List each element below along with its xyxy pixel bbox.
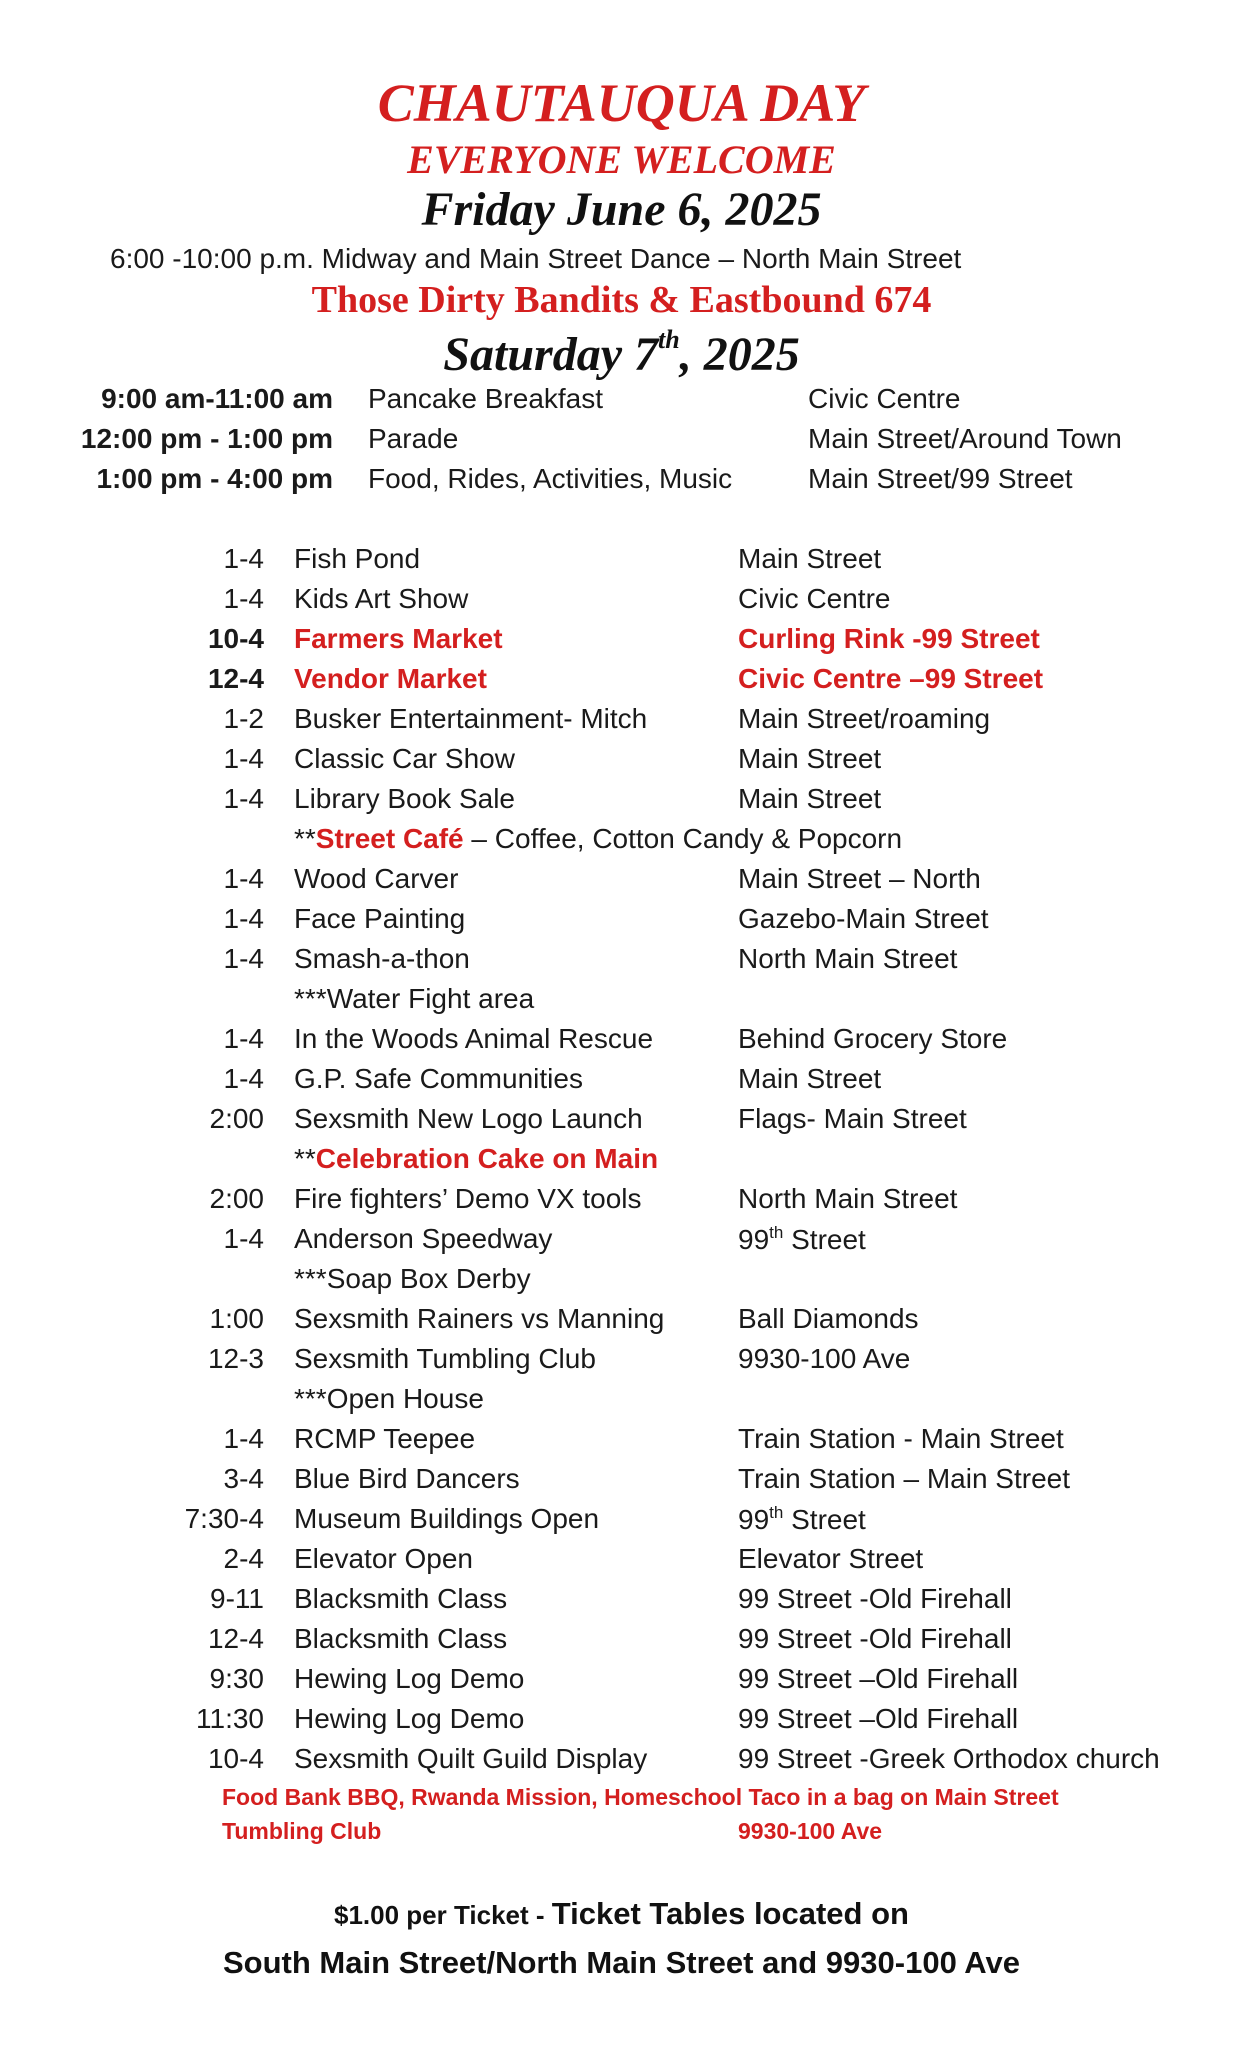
ticket-tables: Ticket Tables located on: [551, 1896, 909, 1931]
activity-name: Vendor Market: [294, 663, 487, 694]
activity-time: 1-2: [223, 703, 264, 734]
activity-time: 2:00: [209, 1103, 264, 1134]
activity-row: [0, 1423, 1243, 1463]
activity-location: [738, 1223, 866, 1256]
activity-location: North Main Street: [738, 1183, 958, 1214]
activity-location: North Main Street: [738, 943, 958, 974]
activity-location: 9930-100 Ave: [738, 1343, 911, 1374]
activity-time: 9:30: [209, 1663, 264, 1694]
activity-location: Main Street: [738, 1063, 882, 1094]
activity-row: [0, 863, 1243, 903]
activity-time: 3-4: [223, 1463, 264, 1494]
activity-time: 2-4: [223, 1543, 264, 1574]
open-house-note: ***Open House: [294, 1383, 484, 1414]
activity-row: [0, 1103, 1243, 1143]
activity-location: Ball Diamonds: [738, 1303, 919, 1334]
note-highlight: Street Café: [315, 823, 464, 854]
activity-name: Blue Bird Dancers: [294, 1463, 520, 1494]
activity-location: Civic Centre: [738, 583, 891, 614]
note-highlight: Celebration Cake on Main: [315, 1143, 659, 1174]
friday-event-line: 6:00 -10:00 p.m. Midway and Main Street Dance – North Main Street: [110, 243, 962, 274]
activity-location: Main Street: [738, 543, 882, 574]
activity-location: 99 Street –Old Firehall: [738, 1663, 1019, 1694]
activity-name: Fish Pond: [294, 543, 421, 574]
activity-location: Civic Centre –99 Street: [738, 663, 1044, 694]
schedule-time: 1:00 pm - 4:00 pm: [96, 463, 333, 494]
saturday-heading-main: Saturday 7: [443, 328, 659, 381]
activity-name: Sexsmith Rainers vs Manning: [294, 1303, 665, 1334]
food-bank-line: Food Bank BBQ, Rwanda Mission, Homeschool Taco in a bag on Main Street: [222, 1784, 1059, 1810]
activity-name: Blacksmith Class: [294, 1623, 508, 1654]
activity-time: 1-4: [223, 903, 264, 934]
schedule-event: Parade: [368, 423, 459, 454]
activity-location: Curling Rink -99 Street: [738, 623, 1040, 654]
schedule-row: [0, 383, 1243, 423]
activity-name: Hewing Log Demo: [294, 1703, 525, 1734]
activity-name: Sexsmith Quilt Guild Display: [294, 1743, 648, 1774]
activity-name: Farmers Market: [294, 623, 503, 654]
friday-heading: Friday June 6, 2025: [421, 183, 822, 236]
street-cafe-note: [294, 823, 902, 855]
soap-box-note: ***Soap Box Derby: [294, 1263, 531, 1294]
saturday-heading-year: , 2025: [679, 328, 800, 381]
location-rest: Street: [783, 1224, 866, 1255]
activity-name: Hewing Log Demo: [294, 1663, 525, 1694]
celebration-cake-note: [294, 1143, 658, 1175]
activity-row: [0, 1303, 1243, 1343]
ticket-price: $1.00 per Ticket: [334, 1900, 529, 1930]
location-number: 99: [738, 1504, 770, 1535]
water-fight-note: ***Water Fight area: [294, 983, 535, 1014]
activity-time: 11:30: [196, 1703, 264, 1734]
location-sup: th: [769, 1223, 784, 1242]
schedule-time: 9:00 am-11:00 am: [101, 383, 333, 414]
activity-name: Busker Entertainment- Mitch: [294, 703, 648, 734]
activity-name: RCMP Teepee: [294, 1423, 476, 1454]
note-text: – Coffee, Cotton Candy & Popcorn: [463, 823, 903, 854]
saturday-heading: [0, 325, 1243, 382]
activity-row: [0, 1463, 1243, 1503]
activity-location: 99 Street -Old Firehall: [738, 1623, 1012, 1654]
activity-name: Blacksmith Class: [294, 1583, 508, 1614]
activity-time: 1-4: [223, 1023, 264, 1054]
activity-name: Wood Carver: [294, 863, 459, 894]
activity-time: 1-4: [223, 943, 264, 974]
activity-row: [0, 1063, 1243, 1103]
tumbling-club-label: Tumbling Club: [222, 1818, 382, 1844]
activity-row: [0, 583, 1243, 623]
activity-name: Fire fighters’ Demo VX tools: [294, 1183, 642, 1214]
activity-row: [0, 623, 1243, 663]
activity-time: 7:30-4: [184, 1503, 264, 1534]
ticket-info-line: [0, 1896, 1243, 1932]
activity-row: [0, 1663, 1243, 1703]
location-number: 99: [738, 1224, 770, 1255]
activity-time: 10-4: [207, 1743, 264, 1774]
schedule-event: Pancake Breakfast: [368, 383, 604, 414]
schedule-time: 12:00 pm - 1:00 pm: [80, 423, 333, 454]
activity-time: 1-4: [223, 743, 264, 774]
activity-name: Face Painting: [294, 903, 466, 934]
activity-name: In the Woods Animal Rescue: [294, 1023, 654, 1054]
activity-name: Sexsmith Tumbling Club: [294, 1343, 596, 1374]
activity-location: Elevator Street: [738, 1543, 924, 1574]
activity-location: Main Street: [738, 783, 882, 814]
activity-row: [0, 1543, 1243, 1583]
activity-row: [0, 943, 1243, 983]
activity-location: Train Station - Main Street: [738, 1423, 1064, 1454]
schedule-location: Civic Centre: [808, 383, 961, 414]
activity-location: 99 Street -Old Firehall: [738, 1583, 1012, 1614]
activity-row: [0, 1023, 1243, 1063]
activity-location: Main Street: [738, 743, 882, 774]
activity-time: 1-4: [223, 863, 264, 894]
activity-row: [0, 703, 1243, 743]
activity-time: 12-4: [207, 663, 264, 694]
activity-name: Museum Buildings Open: [294, 1503, 600, 1534]
activity-time: 1-4: [223, 783, 264, 814]
activity-location: Gazebo-Main Street: [738, 903, 989, 934]
schedule-location: Main Street/99 Street: [808, 463, 1073, 494]
activity-name: Kids Art Show: [294, 583, 469, 614]
activity-time: 9-11: [210, 1583, 264, 1614]
activity-row: [0, 1703, 1243, 1743]
activity-time: 10-4: [207, 623, 264, 654]
activity-name: Smash-a-thon: [294, 943, 470, 974]
activity-row: [0, 783, 1243, 823]
activity-time: 2:00: [209, 1183, 264, 1214]
activity-time: 1-4: [223, 1423, 264, 1454]
activity-name: Classic Car Show: [294, 743, 515, 774]
activity-time: 1-4: [223, 543, 264, 574]
activity-row: [0, 743, 1243, 783]
ticket-locations: South Main Street/North Main Street and 9930-100 Ave: [222, 1945, 1020, 1980]
schedule-event: Food, Rides, Activities, Music: [368, 463, 733, 494]
activity-row: [0, 1503, 1243, 1543]
activity-location: Train Station – Main Street: [738, 1463, 1071, 1494]
ticket-separator: -: [528, 1900, 552, 1930]
activity-row: [0, 1183, 1243, 1223]
activity-time: 1-4: [223, 1223, 264, 1254]
note-prefix: **: [294, 823, 316, 854]
activity-location: 99 Street -Greek Orthodox church: [738, 1743, 1160, 1774]
activity-time: 1-4: [223, 1063, 264, 1094]
activity-location: Main Street/roaming: [738, 703, 991, 734]
activity-location: Behind Grocery Store: [738, 1023, 1008, 1054]
activity-row: [0, 1743, 1243, 1783]
activity-time: 1:00: [209, 1303, 264, 1334]
bands-heading: Those Dirty Bandits & Eastbound 674: [311, 279, 932, 321]
activity-row: [0, 663, 1243, 703]
location-sup: th: [769, 1503, 784, 1522]
activity-location: Main Street – North: [738, 863, 981, 894]
activity-row: [0, 1623, 1243, 1663]
page-subtitle: EVERYONE WELCOME: [407, 137, 836, 182]
activity-location: Flags- Main Street: [738, 1103, 967, 1134]
activity-row: [0, 903, 1243, 943]
activity-time: 12-3: [207, 1343, 264, 1374]
activity-time: 12-4: [207, 1623, 264, 1654]
saturday-heading-sup: th: [658, 325, 680, 354]
activity-row: [0, 543, 1243, 583]
activity-name: Elevator Open: [294, 1543, 473, 1574]
activity-time: 1-4: [223, 583, 264, 614]
location-rest: Street: [783, 1504, 866, 1535]
activity-name: Sexsmith New Logo Launch: [294, 1103, 643, 1134]
activity-row: [0, 1583, 1243, 1623]
activity-location: [738, 1503, 866, 1536]
activity-name: Library Book Sale: [294, 783, 516, 814]
schedule-row: [0, 463, 1243, 503]
page-title: CHAUTAUQUA DAY: [377, 73, 866, 133]
note-prefix: **: [294, 1143, 316, 1174]
schedule-location: Main Street/Around Town: [808, 423, 1122, 454]
activity-name: G.P. Safe Communities: [294, 1063, 583, 1094]
activity-location: 99 Street –Old Firehall: [738, 1703, 1019, 1734]
activity-name: Anderson Speedway: [294, 1223, 553, 1254]
tumbling-club-location: 9930-100 Ave: [738, 1818, 883, 1844]
activity-row: [0, 1223, 1243, 1263]
activity-row: [0, 1343, 1243, 1383]
schedule-row: [0, 423, 1243, 463]
